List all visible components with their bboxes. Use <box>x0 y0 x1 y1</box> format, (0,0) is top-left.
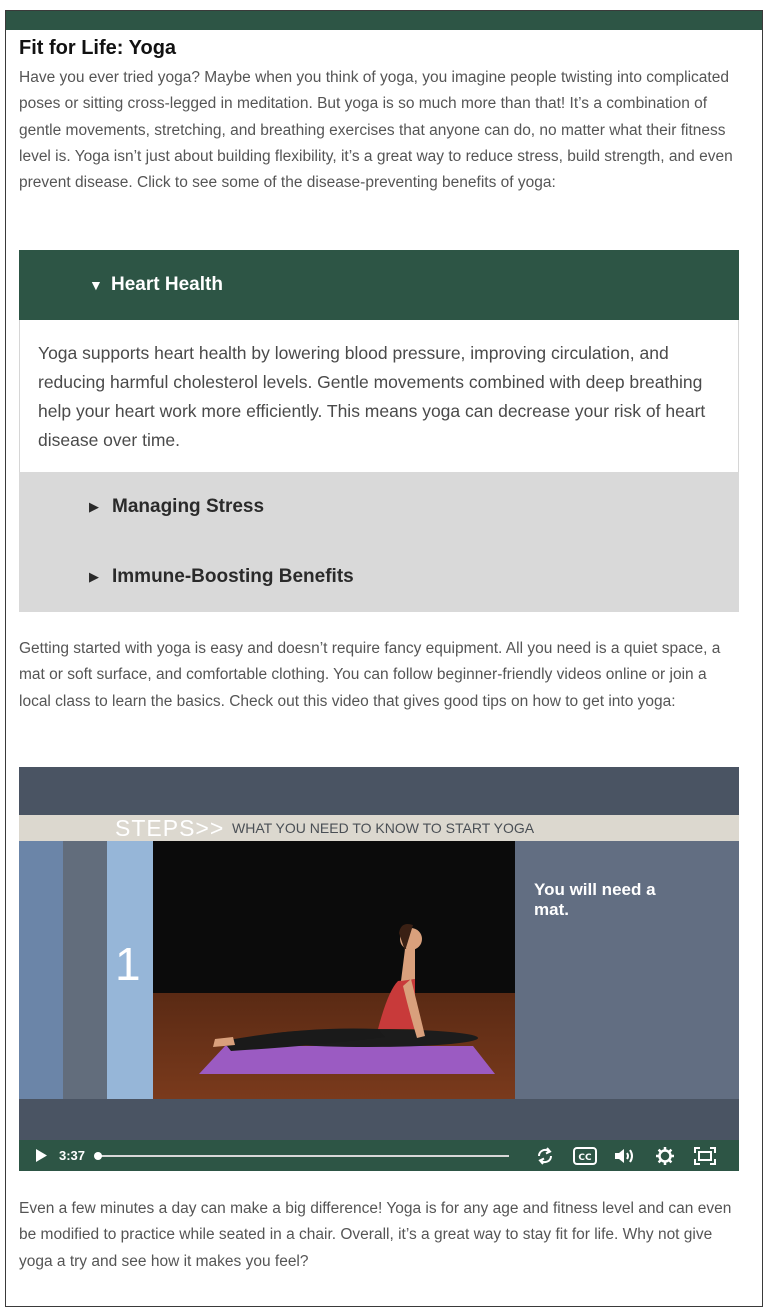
play-icon[interactable] <box>33 1140 49 1171</box>
video-player[interactable] <box>19 767 739 1171</box>
video-time: 3:37 <box>59 1148 86 1163</box>
accordion-managing-stress-label: Managing Stress <box>112 496 265 517</box>
accordion-immune-boosting[interactable] <box>19 542 739 612</box>
triangle-right-icon: ▶ <box>89 499 99 514</box>
fullscreen-icon[interactable] <box>691 1140 719 1171</box>
accordion-immune-boosting-label: Immune-Boosting Benefits <box>112 566 354 587</box>
svg-text:CC: CC <box>578 1152 592 1163</box>
settings-icon[interactable] <box>651 1140 679 1171</box>
video-progress-bar[interactable] <box>97 1155 509 1157</box>
accordion-heart-health-body: Yoga supports heart health by lowering blood pressure, improving circulation, and reducing harmful cholesterol levels. Gentle movements combined with deep breathing help your heart work more efficiently. This means yoga can decrease your risk of heart disease over time. <box>19 320 739 472</box>
page-title: Fit for Life: Yoga <box>19 37 177 59</box>
intro-paragraph: Have you ever tried yoga? Maybe when you think of yoga, you imagine people twisting into complicated poses or sitting cross-legged in meditation. But yoga is so much more than that! It’s a combination of gentle movements, stretching, and breathing exercises that anyone can do, no matter what their fitness level is. Yoga isn’t just about building flexibility, it’s a great way to reduce stress, build strength, and even prevent disease. Click to see some of the disease-preventing benefits of yoga: <box>19 69 733 192</box>
getting-started-paragraph: Getting started with yoga is easy and doesn’t require fancy equipment. All you need is a quiet space, a mat or soft surface, and comfortable clothing. You can follow beginner-friendly videos online or join a local class to learn the basics. Check out this video that gives good tips on how to get into yoga: <box>19 640 721 710</box>
accordion-heart-health-label: Heart Health <box>111 274 223 295</box>
captions-icon[interactable] <box>571 1140 599 1171</box>
triangle-down-icon: ▼ <box>89 277 103 293</box>
accordion-managing-stress[interactable] <box>19 472 739 542</box>
replay-icon[interactable] <box>531 1140 559 1171</box>
video-caption: You will need a mat. <box>534 880 656 919</box>
triangle-right-icon: ▶ <box>89 569 99 584</box>
yoga-pose-figure <box>153 841 515 1099</box>
accordion-heart-health[interactable] <box>19 250 739 320</box>
accordion-closed-group <box>19 472 739 612</box>
top-accent-bar <box>6 11 762 30</box>
video-steps-label: STEPS>> <box>115 815 225 841</box>
video-step-number: 1 <box>115 938 141 990</box>
benefits-accordion <box>19 250 739 612</box>
video-heading: WHAT YOU NEED TO KNOW TO START YOGA <box>232 820 535 836</box>
video-progress-knob[interactable] <box>94 1152 102 1160</box>
video-stripe <box>19 841 63 1099</box>
video-controls <box>19 1140 739 1171</box>
video-frame-photo <box>153 841 515 1099</box>
closing-paragraph: Even a few minutes a day can make a big difference! Yoga is for any age and fitness level and can even be modified to practice while seated in a chair. Overall, it’s a great way to stay fit for life. Why not give yoga a try and see how it makes you feel? <box>19 1200 732 1270</box>
volume-icon[interactable] <box>611 1140 639 1171</box>
video-stripe <box>63 841 107 1099</box>
